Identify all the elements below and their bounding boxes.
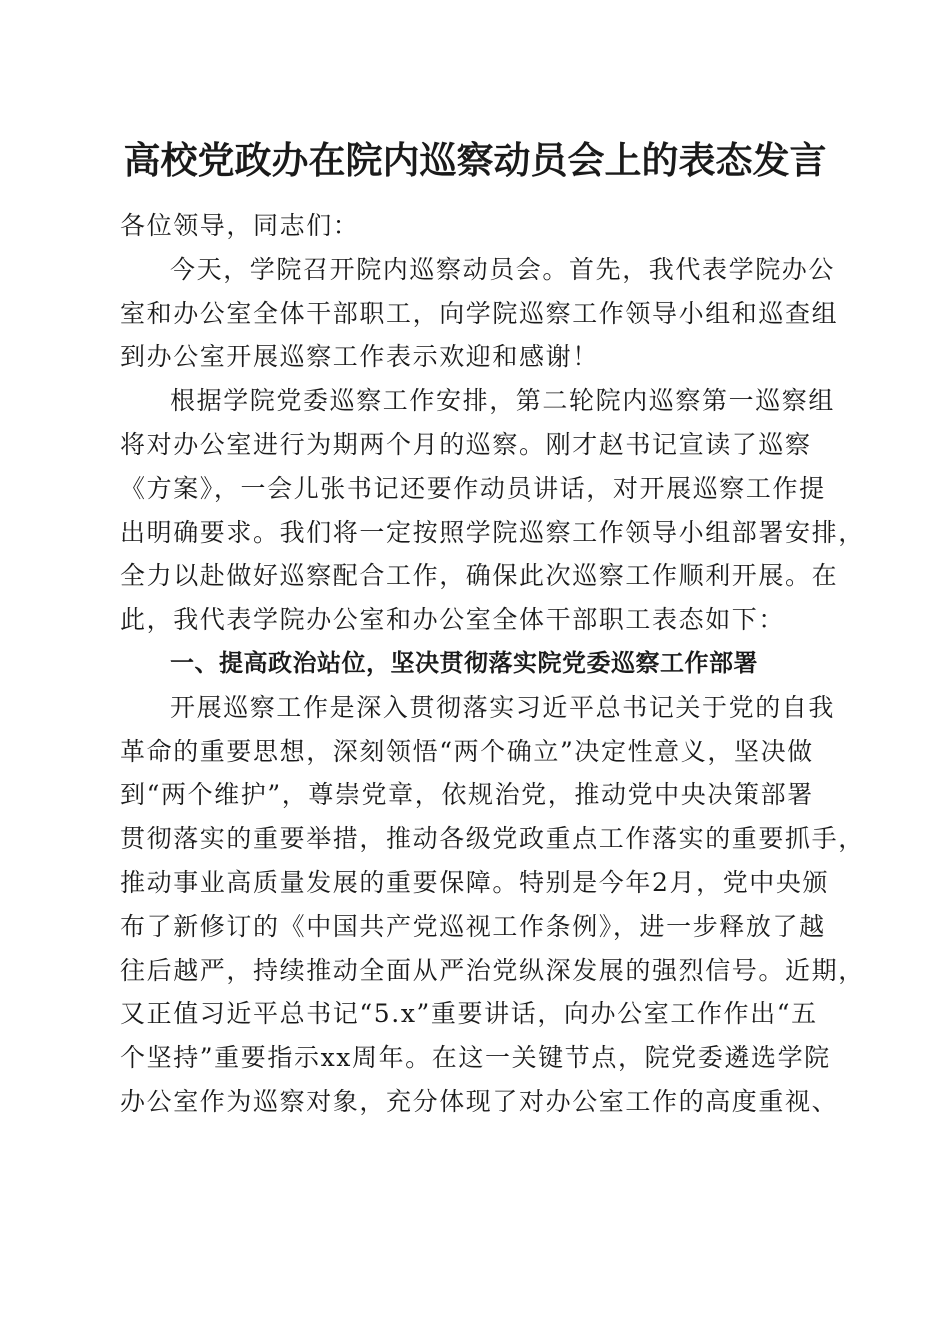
paragraph-1-line-2: 室和办公室全体干部职工，向学院巡察工作领导小组和巡查组 xyxy=(120,298,839,328)
paragraph-3-line-3: 到“两个维护”，尊崇党章，依规治党，推动党中央决策部署 xyxy=(120,780,814,810)
paragraph-2-line-2: 将对办公室进行为期两个月的巡察。刚才赵书记宣读了巡察 xyxy=(120,429,812,459)
paragraph-1-line-3: 到办公室开展巡察工作表示欢迎和感谢！ xyxy=(120,342,599,372)
paragraph-3-line-5: 推动事业高质量发展的重要保障。特别是今年2月，党中央颁 xyxy=(120,867,830,897)
paragraph-2-line-5: 全力以赴做好巡察配合工作，确保此次巡察工作顺利开展。在 xyxy=(120,561,839,591)
paragraph-2-line-3: 《方案》，一会儿张书记还要作动员讲话，对开展巡察工作提 xyxy=(120,473,826,503)
paragraph-3-line-7: 往后越严，持续推动全面从严治党纵深发展的强烈信号。近期， xyxy=(120,955,865,985)
paragraph-3-line-8: 又正值习近平总书记“5.x”重要讲话，向办公室工作作出“五 xyxy=(120,999,818,1029)
paragraph-3-line-1: 开展巡察工作是深入贯彻落实习近平总书记关于党的自我 xyxy=(170,692,836,722)
section-heading-1: 一、提高政治站位，坚决贯彻落实院党委巡察工作部署 xyxy=(170,648,758,677)
paragraph-3-line-2: 革命的重要思想，深刻领悟“两个确立”决定性意义，坚决做 xyxy=(120,736,814,766)
document-title: 高校党政办在院内巡察动员会上的表态发言 xyxy=(123,138,827,182)
paragraph-2-line-4: 出明确要求。我们将一定按照学院巡察工作领导小组部署安排， xyxy=(120,517,865,547)
paragraph-2-line-1: 根据学院党委巡察工作安排，第二轮院内巡察第一巡察组 xyxy=(170,386,836,416)
document-body xyxy=(120,204,865,1124)
paragraph-3-line-6: 布了新修订的《中国共产党巡视工作条例》，进一步释放了越 xyxy=(120,911,826,941)
paragraph-3-line-10: 办公室作为巡察对象，充分体现了对办公室工作的高度重视、 xyxy=(120,1086,839,1116)
paragraph-3-line-9: 个坚持”重要指示xx周年。在这一关键节点，院党委遴选学院 xyxy=(120,1043,831,1073)
paragraph-2-line-6: 此，我代表学院办公室和办公室全体干部职工表态如下： xyxy=(120,605,786,635)
salutation: 各位领导，同志们： xyxy=(120,211,360,240)
paragraph-3-line-4: 贯彻落实的重要举措，推动各级党政重点工作落实的重要抓手， xyxy=(120,824,865,854)
paragraph-1-line-1: 今天，学院召开院内巡察动员会。首先，我代表学院办公 xyxy=(170,254,836,284)
